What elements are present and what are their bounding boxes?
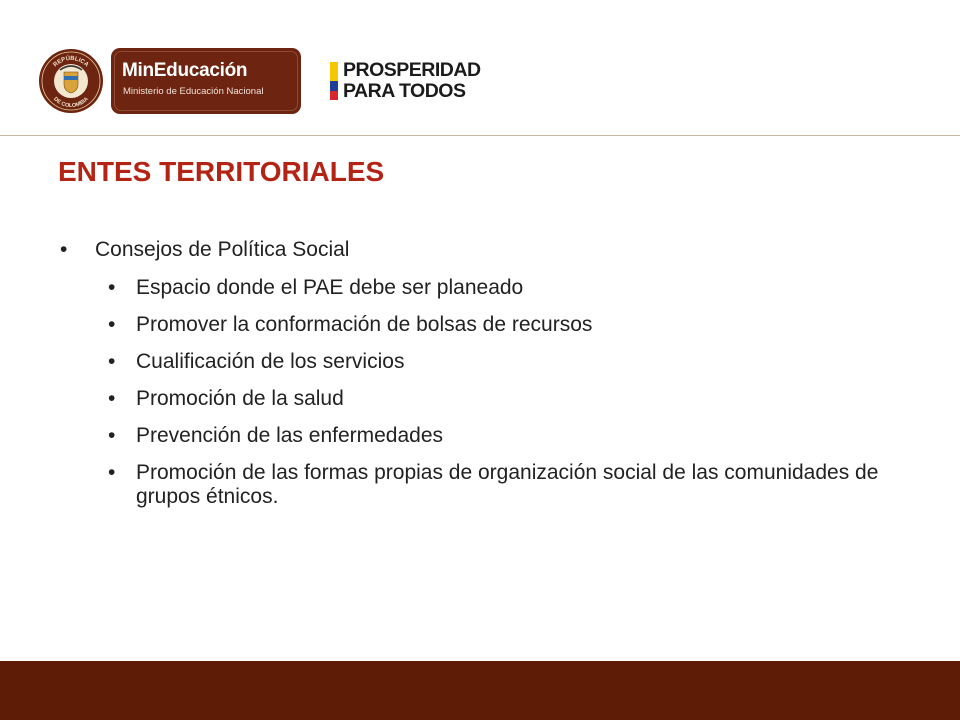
bullet-text: Promover la conformación de bolsas de recursos xyxy=(136,313,593,336)
colombia-seal-icon xyxy=(38,48,104,114)
ministry-name: MinEducación xyxy=(122,60,248,81)
bullet-text: Promoción de la salud xyxy=(136,387,344,410)
bullet-text: Promoción de las formas propias de organización social de las comunidades de grupos étnicos. xyxy=(136,461,879,508)
seal-top-text: REPÚBLICA xyxy=(52,55,90,69)
slogan-line-1: PROSPERIDAD xyxy=(343,59,481,81)
footer-bar xyxy=(0,661,960,720)
ministry-subtitle: Ministerio de Educación Nacional xyxy=(123,86,264,97)
sub-bullet-item xyxy=(58,387,908,411)
sub-bullet-item xyxy=(58,313,908,337)
sub-bullet-item xyxy=(58,424,908,448)
bullet-marker: • xyxy=(108,276,116,299)
bullet-text: Prevención de las enfermedades xyxy=(136,424,444,447)
seal-bottom-text: DE COLOMBIA xyxy=(52,96,90,110)
bullet-marker: • xyxy=(108,387,116,410)
header-divider xyxy=(0,135,960,136)
bullet-marker: • xyxy=(108,350,116,373)
bullet-text: Consejos de Política Social xyxy=(95,238,350,261)
bullet-marker: • xyxy=(108,424,116,447)
bullet-text: Espacio donde el PAE debe ser planeado xyxy=(136,276,524,299)
prosperidad-logo xyxy=(330,60,500,104)
bullet-list xyxy=(58,238,908,522)
bullet-marker: • xyxy=(108,313,116,336)
mineducacion-logo xyxy=(111,48,301,114)
colombia-flag-icon xyxy=(330,62,338,100)
bullet-item xyxy=(58,238,908,262)
slide-title: ENTES TERRITORIALES xyxy=(58,156,385,187)
slogan-text xyxy=(343,60,481,102)
sub-bullet-item xyxy=(58,461,908,509)
slogan-line-2: PARA TODOS xyxy=(343,80,466,102)
bullet-marker: • xyxy=(60,238,68,261)
bullet-text: Cualificación de los servicios xyxy=(136,350,405,373)
header xyxy=(0,0,960,136)
bullet-marker: • xyxy=(108,461,116,484)
sub-bullet-item xyxy=(58,276,908,300)
sub-bullet-item xyxy=(58,350,908,374)
